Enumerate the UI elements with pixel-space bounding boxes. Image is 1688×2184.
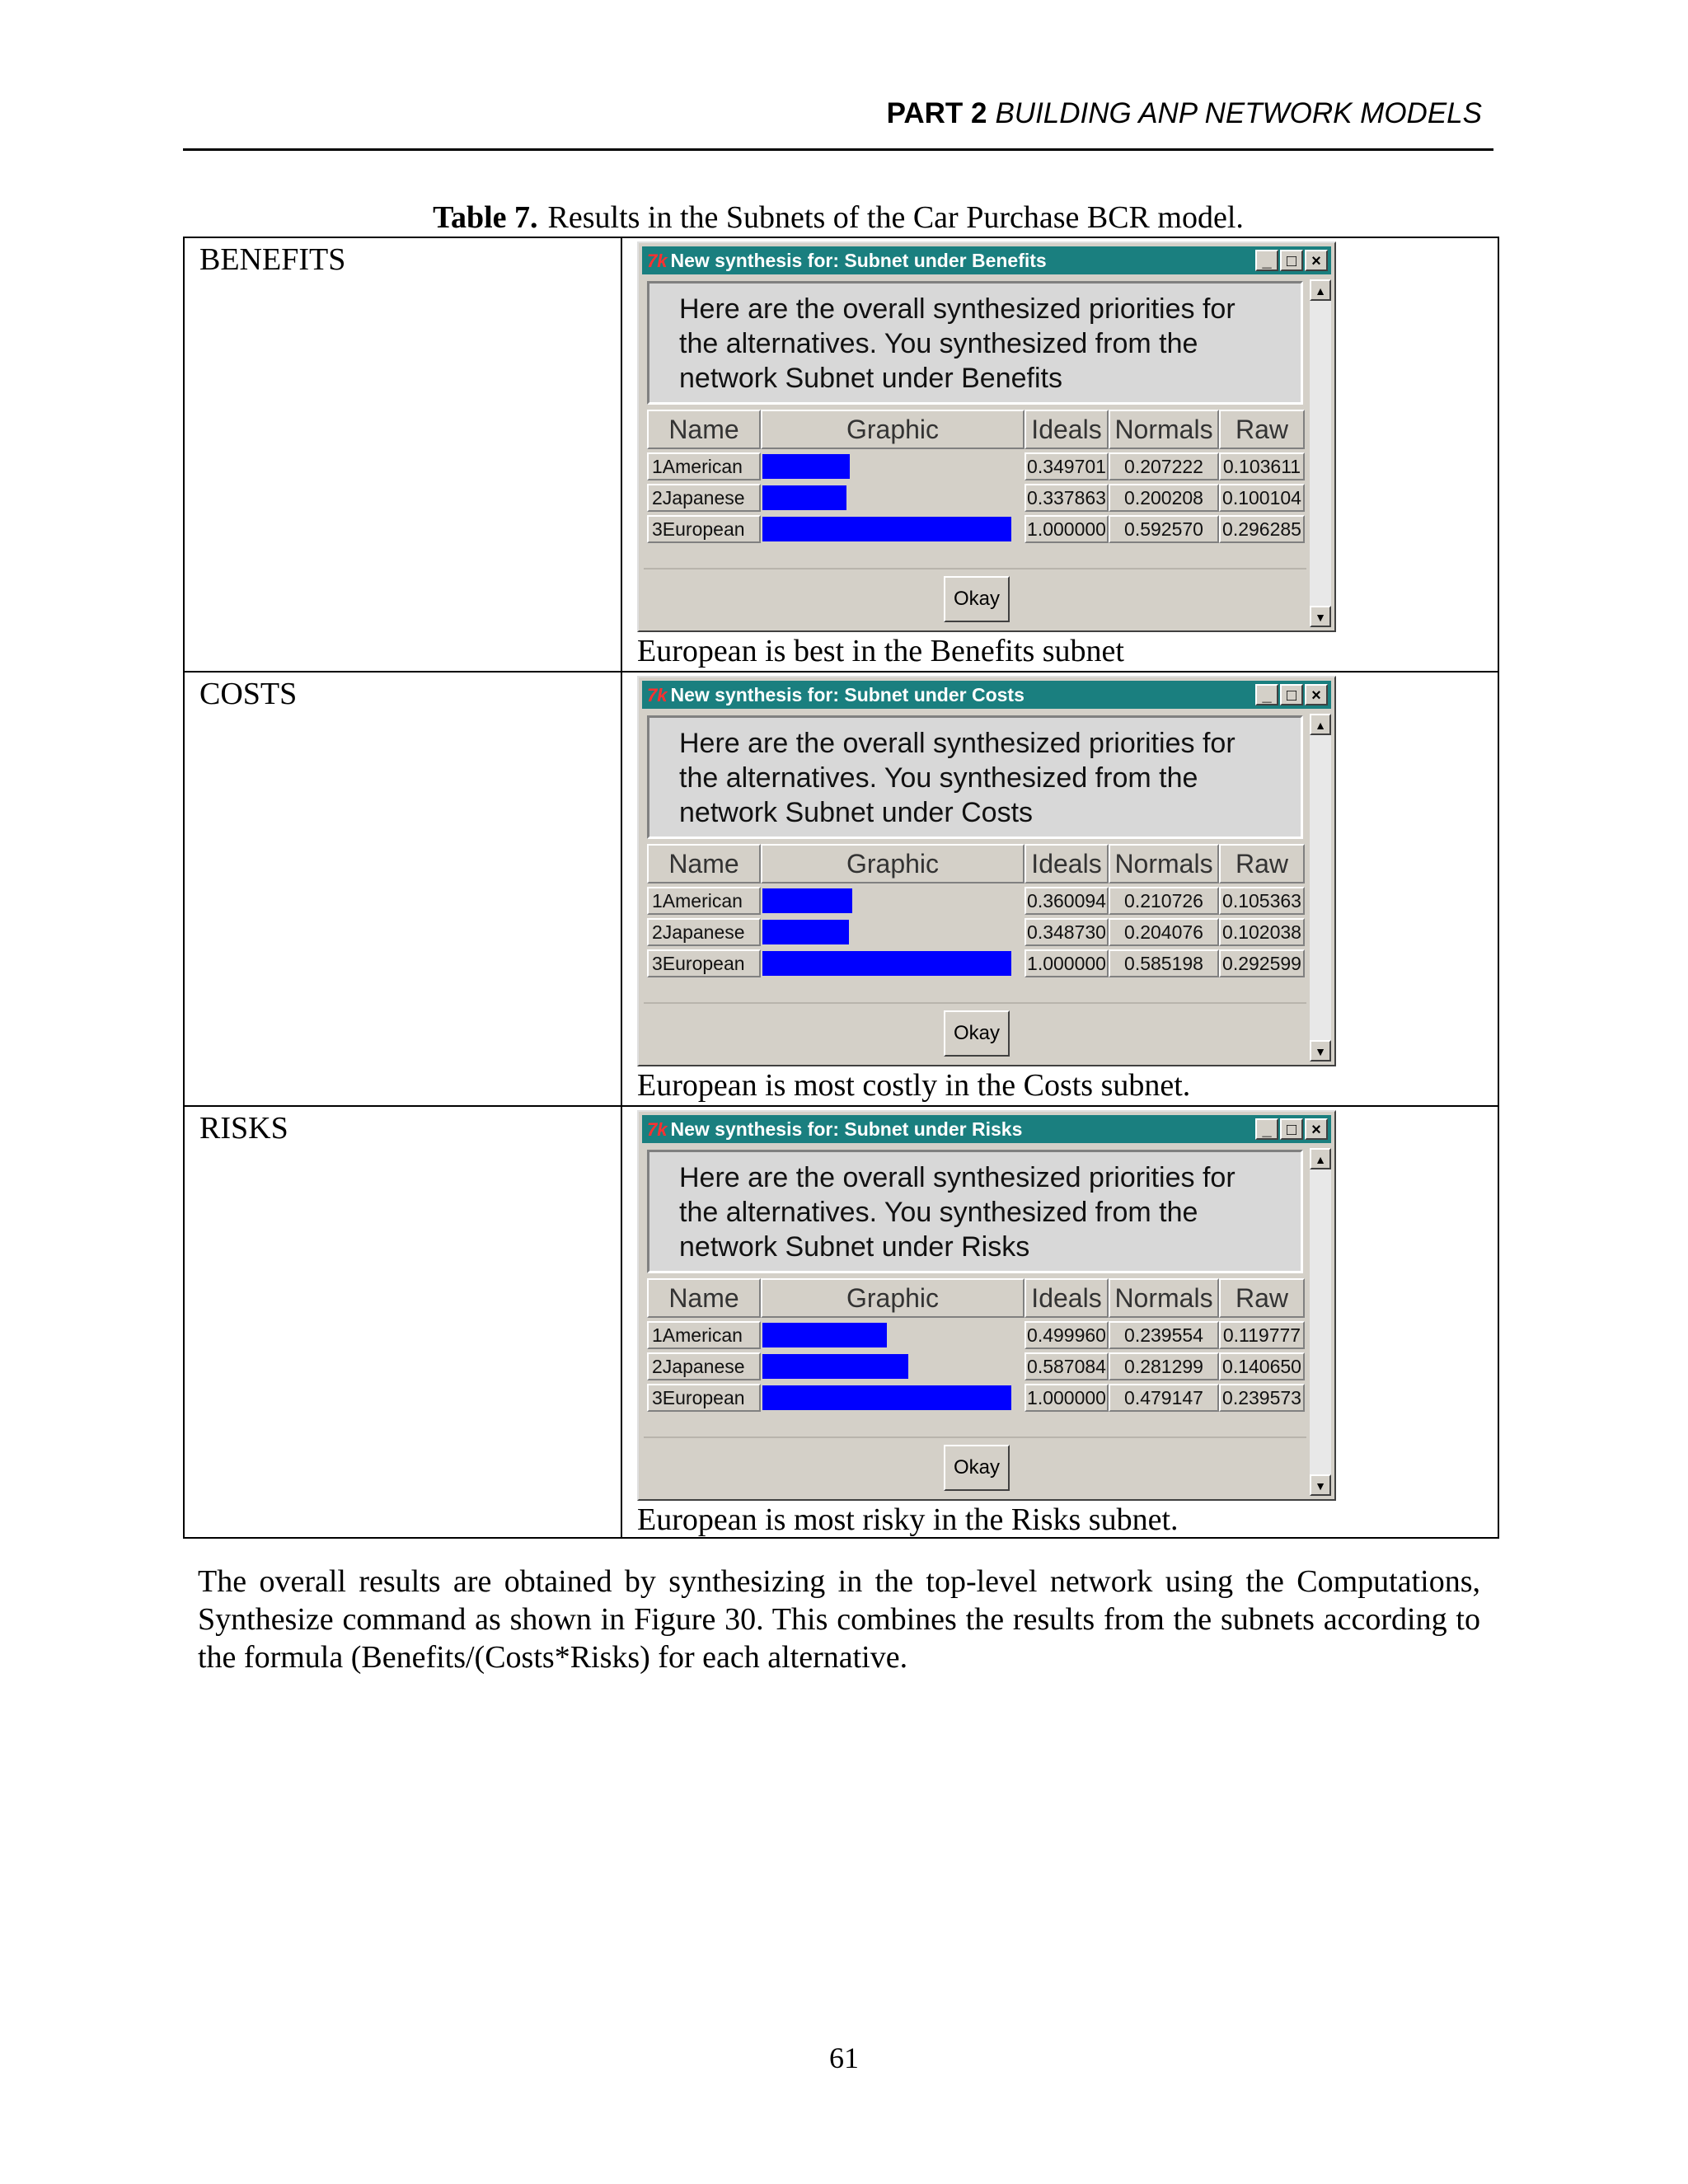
normal-value: 0.200208 [1109, 484, 1219, 512]
row-label: BENEFITS [199, 242, 346, 277]
window-titlebar[interactable] [642, 1115, 1331, 1143]
priority-bar [762, 951, 1011, 976]
close-icon[interactable]: × [1305, 1118, 1328, 1140]
screenshot-caption: European is best in the Benefits subnet [637, 634, 1124, 668]
normal-value: 0.281299 [1109, 1352, 1219, 1380]
ideal-value: 0.349701 [1025, 452, 1109, 480]
tk-icon: 7k [647, 685, 668, 705]
okay-button[interactable]: Okay [944, 1010, 1010, 1057]
column-header-name[interactable]: Name [647, 844, 761, 883]
window-title: New synthesis for: Subnet under Costs [670, 684, 1025, 705]
normal-value: 0.592570 [1109, 515, 1219, 543]
row-label: RISKS [199, 1111, 288, 1146]
alt-name: 3European [647, 949, 761, 977]
vertical-scrollbar[interactable] [1310, 1148, 1331, 1496]
priority-bar [762, 888, 852, 913]
table-row [184, 237, 1498, 672]
alt-name: 2Japanese [647, 484, 761, 512]
raw-value: 0.100104 [1219, 484, 1305, 512]
minimize-icon[interactable]: _ [1255, 250, 1278, 271]
synthesis-window [637, 676, 1336, 1066]
ideal-value: 1.000000 [1025, 1384, 1109, 1412]
screenshot-wrap [622, 1107, 1498, 1537]
column-header-ideals[interactable]: Ideals [1025, 1278, 1109, 1318]
alt-name: 3European [647, 515, 761, 543]
minimize-icon[interactable]: _ [1255, 1118, 1278, 1140]
message-line: Here are the overall synthesized priorities for [679, 728, 1236, 759]
raw-value: 0.140650 [1219, 1352, 1305, 1380]
column-header-graphic[interactable]: Graphic [761, 1278, 1025, 1318]
scroll-up-icon[interactable]: ▲ [1310, 714, 1331, 735]
screenshot-wrap [622, 238, 1498, 668]
column-header-normals[interactable]: Normals [1109, 844, 1219, 883]
header-title: BUILDING ANP NETWORK MODELS [995, 97, 1482, 129]
vertical-scrollbar[interactable] [1310, 279, 1331, 627]
header-text [887, 97, 1482, 130]
message-line: the alternatives. You synthesized from the [679, 762, 1198, 794]
raw-value: 0.102038 [1219, 918, 1305, 946]
column-header-ideals[interactable]: Ideals [1025, 410, 1109, 449]
message-line: Here are the overall synthesized priorities for [679, 1162, 1236, 1193]
normal-value: 0.210726 [1109, 887, 1219, 915]
screenshot-cell [621, 672, 1498, 1106]
row-label: COSTS [199, 677, 298, 711]
tk-icon: 7k [647, 251, 668, 271]
column-header-raw[interactable]: Raw [1219, 844, 1305, 883]
page-header [183, 96, 1493, 151]
message-box [647, 281, 1303, 405]
column-header-name[interactable]: Name [647, 1278, 761, 1318]
column-header-graphic[interactable]: Graphic [761, 410, 1025, 449]
raw-value: 0.103611 [1219, 452, 1305, 480]
scroll-down-icon[interactable]: ▼ [1310, 1474, 1331, 1496]
graphic-cell [761, 918, 1025, 946]
header-part: PART 2 [886, 97, 987, 129]
graphic-cell [761, 452, 1025, 480]
message-line: the alternatives. You synthesized from the [679, 1197, 1198, 1228]
raw-value: 0.292599 [1219, 949, 1305, 977]
column-header-normals[interactable]: Normals [1109, 410, 1219, 449]
table-caption-text: Results in the Subnets of the Car Purchase BCR model. [547, 200, 1244, 235]
screenshot-cell [621, 1106, 1498, 1538]
okay-button[interactable]: Okay [944, 576, 1010, 622]
scroll-down-icon[interactable]: ▼ [1310, 1040, 1331, 1062]
alt-name: 3European [647, 1384, 761, 1412]
column-header-name[interactable]: Name [647, 410, 761, 449]
ideal-value: 1.000000 [1025, 515, 1109, 543]
message-line: network Subnet under Benefits [679, 363, 1062, 394]
graphic-cell [761, 1384, 1025, 1412]
priority-bar [762, 517, 1011, 541]
maximize-icon[interactable]: □ [1280, 684, 1303, 705]
maximize-icon[interactable]: □ [1280, 1118, 1303, 1140]
priority-bar [762, 1385, 1011, 1410]
alt-name: 1American [647, 1321, 761, 1349]
graphic-cell [761, 515, 1025, 543]
table-caption [183, 199, 1493, 236]
screenshot-caption: European is most costly in the Costs subnet. [637, 1068, 1191, 1103]
scroll-up-icon[interactable]: ▲ [1310, 279, 1331, 301]
divider [644, 568, 1306, 569]
tk-icon: 7k [647, 1119, 668, 1140]
graphic-cell [761, 484, 1025, 512]
window-controls [1255, 1118, 1328, 1140]
synthesis-window [637, 1110, 1336, 1501]
divider [644, 1436, 1306, 1438]
column-header-raw[interactable]: Raw [1219, 410, 1305, 449]
screenshot-caption: European is most risky in the Risks subnet. [637, 1502, 1179, 1537]
normal-value: 0.239554 [1109, 1321, 1219, 1349]
graphic-cell [761, 949, 1025, 977]
message-line: the alternatives. You synthesized from the [679, 328, 1198, 359]
message-box [647, 715, 1303, 839]
normal-value: 0.585198 [1109, 949, 1219, 977]
row-label-cell [184, 672, 621, 1106]
message-line: network Subnet under Costs [679, 797, 1034, 828]
column-header-normals[interactable]: Normals [1109, 1278, 1219, 1318]
results-table [183, 237, 1499, 1539]
synthesis-window [637, 241, 1336, 632]
priority-bar [762, 485, 846, 510]
window-titlebar[interactable] [642, 681, 1331, 709]
raw-value: 0.119777 [1219, 1321, 1305, 1349]
divider [644, 1002, 1306, 1004]
table-caption-lead: Table 7. [433, 200, 538, 235]
ideal-value: 0.499960 [1025, 1321, 1109, 1349]
alt-name: 2Japanese [647, 918, 761, 946]
table-row [184, 672, 1498, 1106]
window-titlebar[interactable] [642, 246, 1331, 274]
normal-value: 0.204076 [1109, 918, 1219, 946]
message-line: Here are the overall synthesized priorities for [679, 293, 1236, 325]
scroll-down-icon[interactable]: ▼ [1310, 606, 1331, 627]
minimize-icon[interactable]: _ [1255, 684, 1278, 705]
alt-name: 1American [647, 452, 761, 480]
column-header-ideals[interactable]: Ideals [1025, 844, 1109, 883]
message-line: network Subnet under Risks [679, 1231, 1030, 1263]
alt-name: 1American [647, 887, 761, 915]
normal-value: 0.207222 [1109, 452, 1219, 480]
graphic-cell [761, 1321, 1025, 1349]
priority-bar [762, 920, 849, 944]
window-controls [1255, 684, 1328, 705]
priority-bar [762, 454, 850, 479]
scroll-up-icon[interactable]: ▲ [1310, 1148, 1331, 1169]
page-number: 61 [829, 2041, 859, 2074]
vertical-scrollbar[interactable] [1310, 714, 1331, 1062]
column-header-raw[interactable]: Raw [1219, 1278, 1305, 1318]
raw-value: 0.239573 [1219, 1384, 1305, 1412]
ideal-value: 0.587084 [1025, 1352, 1109, 1380]
body-paragraph: The overall results are obtained by synthesizing in the top-level network using the Computations, Synthesize command as shown in Figure 30. This combines the results from the subnets according to the formula (Benefits/(Costs*Risks) for each alternative. [198, 1564, 1480, 1675]
ideal-value: 0.337863 [1025, 484, 1109, 512]
row-label-cell [184, 237, 621, 672]
screenshot-cell [621, 237, 1498, 672]
ideal-value: 0.348730 [1025, 918, 1109, 946]
graphic-cell [761, 1352, 1025, 1380]
column-header-graphic[interactable]: Graphic [761, 844, 1025, 883]
raw-value: 0.105363 [1219, 887, 1305, 915]
close-icon[interactable]: × [1305, 684, 1328, 705]
ideal-value: 1.000000 [1025, 949, 1109, 977]
row-label-cell [184, 1106, 621, 1538]
window-title: New synthesis for: Subnet under Risks [670, 1118, 1023, 1140]
graphic-cell [761, 887, 1025, 915]
priority-bar [762, 1354, 908, 1379]
priority-bar [762, 1323, 887, 1347]
alt-name: 2Japanese [647, 1352, 761, 1380]
table-row [184, 1106, 1498, 1538]
window-title: New synthesis for: Subnet under Benefits [670, 250, 1047, 271]
okay-button[interactable]: Okay [944, 1445, 1010, 1491]
normal-value: 0.479147 [1109, 1384, 1219, 1412]
close-icon[interactable]: × [1305, 250, 1328, 271]
maximize-icon[interactable]: □ [1280, 250, 1303, 271]
screenshot-wrap [622, 673, 1498, 1103]
raw-value: 0.296285 [1219, 515, 1305, 543]
window-controls [1255, 250, 1328, 271]
message-box [647, 1150, 1303, 1273]
ideal-value: 0.360094 [1025, 887, 1109, 915]
